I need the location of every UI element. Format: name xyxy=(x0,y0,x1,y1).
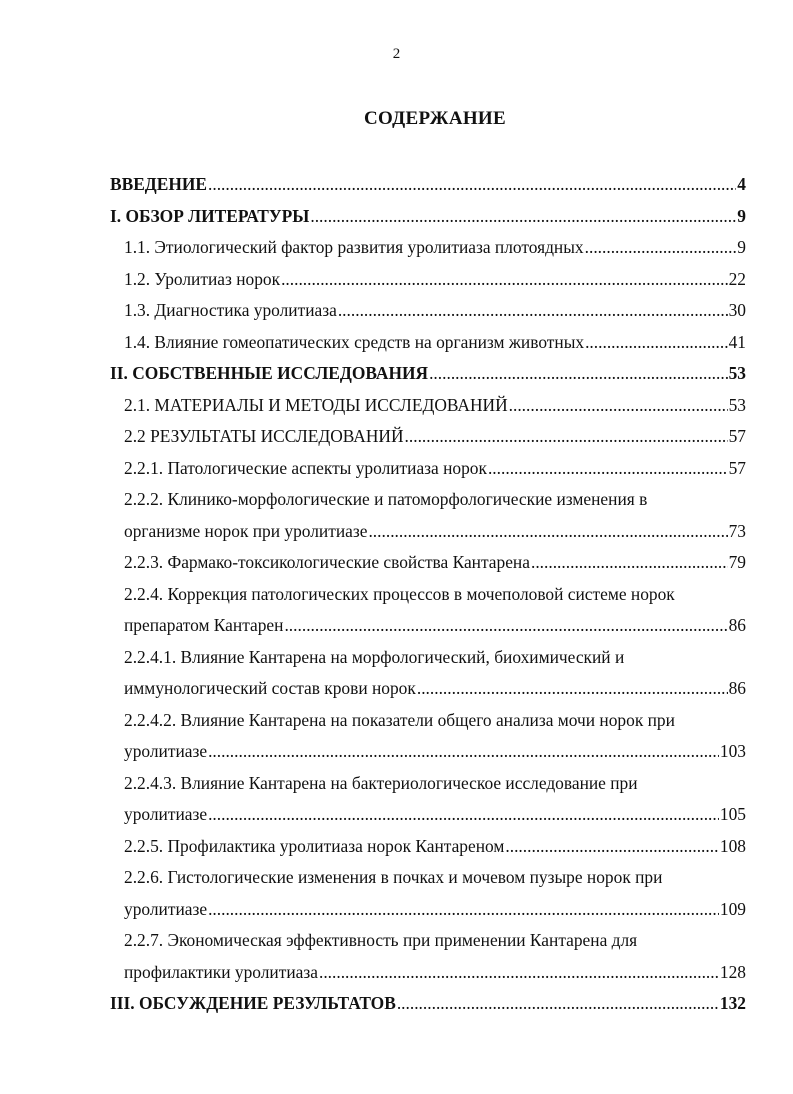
toc-entry-page: 57 xyxy=(728,426,746,446)
toc-entry xyxy=(110,421,746,453)
dot-leader xyxy=(319,957,719,989)
dot-leader xyxy=(531,547,728,579)
toc-entry-label: 2.1. МАТЕРИАЛЫ И МЕТОДЫ ИССЛЕДОВАНИЙ xyxy=(124,394,508,415)
toc-entry-label: организме норок при уролитиазе xyxy=(124,520,368,541)
toc-entry xyxy=(110,768,746,831)
dot-leader xyxy=(208,169,736,201)
toc-entry-page: 57 xyxy=(728,457,746,478)
toc-entry xyxy=(110,390,746,422)
toc-entry-label: III. ОБСУЖДЕНИЕ РЕЗУЛЬТАТОВ xyxy=(110,993,396,1013)
dot-leader xyxy=(368,516,727,548)
toc-entry-page: 30 xyxy=(728,300,746,320)
toc-entry-title-line: 2.2.2. Клинико-морфологические и патоморфологические изменения в xyxy=(124,489,648,509)
toc-entry xyxy=(110,862,746,925)
toc-entry-page: 9 xyxy=(737,237,746,257)
toc-entry-page: 109 xyxy=(719,898,746,919)
toc-entry xyxy=(110,925,746,988)
toc-entry-title-line: 2.2.4.2. Влияние Кантарена на показатели общего анализа мочи норок при xyxy=(124,709,675,730)
toc-entry-page: 108 xyxy=(719,835,746,856)
toc-entry-page: 4 xyxy=(737,174,746,194)
dot-leader xyxy=(429,358,728,390)
dot-leader xyxy=(208,736,719,768)
toc-entry xyxy=(110,295,746,327)
toc-entry-label: 1.4. Влияние гомеопатических средств на организм животных xyxy=(124,331,585,352)
toc-entry-label: уролитиазе xyxy=(124,804,208,824)
toc-entry-label: 2.2.1. Патологические аспекты уролитиаза норок xyxy=(124,457,487,478)
toc-entry xyxy=(110,201,746,233)
toc-entry-page: 9 xyxy=(737,205,746,226)
toc-entry-page: 79 xyxy=(728,552,746,572)
toc-entry-label: препаратом Кантарен xyxy=(124,615,284,635)
toc-entry-page: 53 xyxy=(728,394,746,415)
dot-leader xyxy=(488,453,728,485)
dot-leader xyxy=(310,201,736,233)
toc-entry-title-line: 2.2.4.1. Влияние Кантарена на морфологический, биохимический и xyxy=(124,646,625,667)
dot-leader xyxy=(397,988,719,1020)
toc-entry-title-line: 2.2.4. Коррекция патологических процессов в мочеполовой системе норок xyxy=(124,583,675,604)
toc-entry-label: 1.2. Уролитиаз норок xyxy=(124,268,281,289)
toc-entry-title-line: 2.2.7. Экономическая эффективность при применении Кантарена для xyxy=(124,930,638,950)
toc-entry xyxy=(110,327,746,359)
dot-leader xyxy=(208,894,719,926)
dot-leader xyxy=(281,264,728,296)
table-of-contents xyxy=(110,169,746,1020)
dot-leader xyxy=(208,799,719,831)
toc-entry xyxy=(110,831,746,863)
dot-leader xyxy=(284,610,727,642)
toc-entry-label: 1.3. Диагностика уролитиаза xyxy=(124,300,337,320)
toc-entry xyxy=(110,358,746,390)
toc-entry-label: 2.2 РЕЗУЛЬТАТЫ ИССЛЕДОВАНИЙ xyxy=(124,426,404,446)
toc-entry-label: 1.1. Этиологический фактор развития уролитиаза плотоядных xyxy=(124,237,584,257)
toc-entry-label: профилактики уролитиаза xyxy=(124,961,318,982)
dot-leader xyxy=(585,232,737,264)
toc-entry-page: 41 xyxy=(728,331,746,352)
toc-entry xyxy=(110,642,746,705)
toc-entry xyxy=(110,169,746,201)
toc-entry-page: 73 xyxy=(728,520,746,541)
dot-leader xyxy=(585,327,728,359)
toc-entry-page: 22 xyxy=(728,268,746,289)
dot-leader xyxy=(509,390,728,422)
toc-entry xyxy=(110,453,746,485)
toc-entry-label: 2.2.5. Профилактика уролитиаза норок Кантареном xyxy=(124,835,505,856)
page-title: СОДЕРЖАНИЕ xyxy=(364,108,506,129)
toc-entry-title-line: 2.2.4.3. Влияние Кантарена на бактериологическое исследование при xyxy=(124,772,638,793)
toc-entry-label: уролитиазе xyxy=(124,898,208,919)
dot-leader xyxy=(338,295,728,327)
toc-entry xyxy=(110,579,746,642)
toc-entry xyxy=(110,705,746,768)
toc-entry xyxy=(110,264,746,296)
toc-entry-page: 86 xyxy=(728,678,746,698)
toc-entry-page: 128 xyxy=(719,961,746,982)
toc-entry-page: 103 xyxy=(719,741,746,761)
toc-entry-label: ВВЕДЕНИЕ xyxy=(110,174,208,194)
toc-entry-page: 132 xyxy=(719,993,746,1013)
toc-entry-page: 86 xyxy=(728,615,746,635)
toc-entry-page: 53 xyxy=(728,363,746,383)
dot-leader xyxy=(505,831,719,863)
page-number: 2 xyxy=(392,46,401,62)
toc-entry-page: 105 xyxy=(719,804,746,824)
toc-entry xyxy=(110,547,746,579)
toc-entry xyxy=(110,232,746,264)
toc-entry-label: I. ОБЗОР ЛИТЕРАТУРЫ xyxy=(110,205,310,226)
toc-entry-label: 2.2.3. Фармако-токсикологические свойства Кантарена xyxy=(124,552,530,572)
dot-leader xyxy=(405,421,728,453)
toc-entry xyxy=(110,988,746,1020)
toc-entry-label: уролитиазе xyxy=(124,741,208,761)
dot-leader xyxy=(417,673,728,705)
toc-entry-label: иммунологический состав крови норок xyxy=(124,678,416,698)
toc-entry-label: II. СОБСТВЕННЫЕ ИССЛЕДОВАНИЯ xyxy=(110,363,429,383)
toc-entry xyxy=(110,484,746,547)
toc-entry-title-line: 2.2.6. Гистологические изменения в почках и мочевом пузыре норок при xyxy=(124,867,663,887)
